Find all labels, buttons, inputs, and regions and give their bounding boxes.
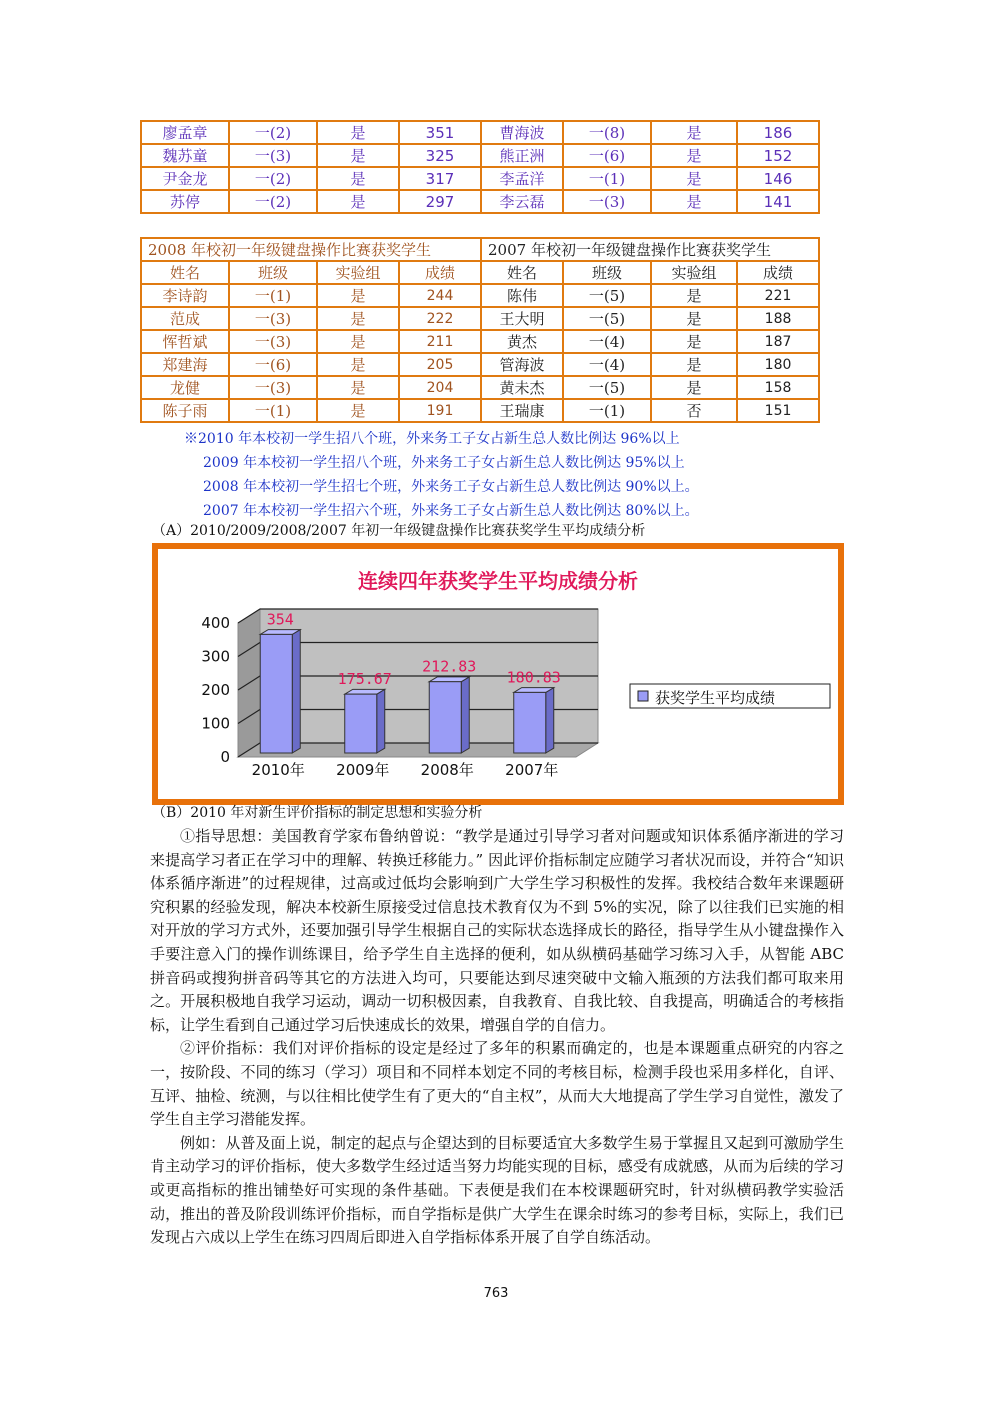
- table-row: [141, 190, 819, 213]
- table-cell: 是: [651, 353, 737, 376]
- y-tick-label: 300: [201, 647, 230, 666]
- table-cell: 黄杰: [481, 330, 563, 353]
- column-header: 成绩: [399, 261, 481, 284]
- bar-top: [260, 630, 300, 635]
- column-header: 实验组: [651, 261, 737, 284]
- x-tick-label: 2008年: [420, 761, 474, 779]
- column-header: 班级: [563, 261, 651, 284]
- legend-swatch: [638, 691, 648, 701]
- table-cell: 一(1): [563, 167, 651, 190]
- bar-top: [514, 688, 554, 693]
- bar: [260, 634, 292, 753]
- table-cell: 王大明: [481, 307, 563, 330]
- y-tick-label: 400: [201, 614, 230, 632]
- bar-side: [461, 677, 469, 753]
- column-header: 姓名: [481, 261, 563, 284]
- y-tick-label: 0: [220, 748, 230, 766]
- column-header: 成绩: [737, 261, 819, 284]
- table-cell: 是: [651, 167, 737, 190]
- table-cell: 是: [651, 190, 737, 213]
- bar: [514, 692, 546, 753]
- data-label: 354: [266, 610, 294, 629]
- data-label: 180.83: [506, 668, 561, 687]
- paragraph-evaluation-index: ②评价指标：我们对评价指标的设定是经过了多年的积累而确定的，也是本课题重点研究的内容之一，按阶段、不同的练习（学习）项目和不同样本划定不同的考核目标，检测手段也采用多样化，自评、互评、抽检、统测，与以往相比使学生有了更大的“自主权”，从而大大地提高了学生学习自觉性，激发了学生自主学习潜能发挥。: [150, 1039, 844, 1129]
- table-cell: 一(4): [563, 353, 651, 376]
- note-2010: ※2010 年本校初一学生招八个班，外来务工子女占新生总人数比例达 96%以上: [184, 431, 680, 447]
- table-row: [141, 376, 819, 399]
- x-tick-label: 2010年: [251, 761, 305, 779]
- table-cell: 158: [737, 376, 819, 399]
- table-cell: 黄未杰: [481, 376, 563, 399]
- table-title-2008: 2008 年校初一年级键盘操作比赛获奖学生: [141, 238, 481, 261]
- award-table-2008-2007: [140, 237, 820, 423]
- table-cell: 188: [737, 307, 819, 330]
- table-cell: 一(3): [229, 376, 317, 399]
- table-cell: 一(3): [229, 330, 317, 353]
- table-cell: 一(5): [563, 307, 651, 330]
- table-cell: 152: [737, 144, 819, 167]
- table-cell: 146: [737, 167, 819, 190]
- x-tick-label: 2009年: [336, 761, 390, 779]
- table-cell: 一(3): [229, 307, 317, 330]
- y-tick-label: 200: [201, 681, 230, 699]
- x-tick-label: 2007年: [505, 761, 559, 779]
- table-cell: 一(2): [229, 190, 317, 213]
- table-cell: 是: [651, 144, 737, 167]
- table-cell: 141: [737, 190, 819, 213]
- table-cell: 是: [651, 330, 737, 353]
- table-cell: 一(3): [229, 144, 317, 167]
- table-cell: 尹金龙: [141, 167, 229, 190]
- legend-label: 获奖学生平均成绩: [655, 689, 776, 707]
- bar-top: [429, 677, 469, 682]
- table-cell: 351: [399, 121, 481, 144]
- table-cell: 一(2): [229, 167, 317, 190]
- bar-chart: [158, 549, 838, 799]
- table-cell: 一(1): [563, 399, 651, 422]
- table-cell: 李云磊: [481, 190, 563, 213]
- table-cell: 是: [317, 121, 399, 144]
- table-cell: 317: [399, 167, 481, 190]
- table-cell: 魏苏童: [141, 144, 229, 167]
- table-title-2007: 2007 年校初一年级键盘操作比赛获奖学生: [481, 238, 819, 261]
- table-cell: 是: [317, 353, 399, 376]
- table-cell: 一(5): [563, 284, 651, 307]
- table-cell: 曹海波: [481, 121, 563, 144]
- table-cell: 龙健: [141, 376, 229, 399]
- table-cell: 221: [737, 284, 819, 307]
- table-cell: 是: [651, 307, 737, 330]
- table-cell: 李孟洋: [481, 167, 563, 190]
- table-cell: 一(4): [563, 330, 651, 353]
- caption-b: （B）2010 年对新生评价指标的制定思想和实验分析: [152, 805, 483, 821]
- table-cell: 范成: [141, 307, 229, 330]
- bar: [429, 682, 461, 753]
- table-cell: 一(3): [563, 190, 651, 213]
- table-row: [141, 167, 819, 190]
- paragraph-example: 例如：从普及面上说，制定的起点与企望达到的目标要适宜大多数学生易于掌握且又起到可激励学生肯主动学习的评价指标，使大多数学生经过适当努力均能实现的目标，感受有成就感，从而为后续的学习或更高指标的推出铺垫好可实现的条件基础。下表便是我们在本校课题研究时，针对纵横码教学实验活动，推出的普及阶段训练评价指标，而自学指标是供广大学生在课余时练习的参考目标，实际上，我们已发现占六成以上学生在练习四周后即进入自学指标体系开展了自学自练活动。: [150, 1133, 844, 1247]
- table-cell: 204: [399, 376, 481, 399]
- table-cell: 一(6): [563, 144, 651, 167]
- table-cell: 一(1): [229, 284, 317, 307]
- table-cell: 廖孟章: [141, 121, 229, 144]
- table-cell: 是: [317, 144, 399, 167]
- table-cell: 陈子雨: [141, 399, 229, 422]
- table-cell: 熊正洲: [481, 144, 563, 167]
- caption-a: （A）2010/2009/2008/2007 年初一年级键盘操作比赛获奖学生平均成绩分析: [152, 523, 646, 539]
- table-cell: 恽哲斌: [141, 330, 229, 353]
- data-label: 212.83: [422, 657, 477, 676]
- note-2007: 2007 年本校初一学生招六个班，外来务工子女占新生总人数比例达 80%以上。: [203, 503, 699, 519]
- bar-side: [377, 689, 385, 753]
- table-cell: 是: [317, 399, 399, 422]
- table-cell: 一(8): [563, 121, 651, 144]
- table-cell: 151: [737, 399, 819, 422]
- table-cell: 244: [399, 284, 481, 307]
- page-number: 763: [483, 1286, 509, 1301]
- table-row: [141, 307, 819, 330]
- column-header: 实验组: [317, 261, 399, 284]
- table-cell: 是: [651, 121, 737, 144]
- table-row: [141, 330, 819, 353]
- column-header: 姓名: [141, 261, 229, 284]
- table-cell: 一(2): [229, 121, 317, 144]
- table-cell: 郑建海: [141, 353, 229, 376]
- table-cell: 205: [399, 353, 481, 376]
- table-cell: 是: [317, 376, 399, 399]
- table-cell: 222: [399, 307, 481, 330]
- body-text: [150, 825, 844, 1250]
- y-tick-label: 100: [201, 714, 230, 733]
- award-table-top: [140, 120, 820, 214]
- table-cell: 是: [317, 167, 399, 190]
- column-header: 班级: [229, 261, 317, 284]
- bar-side: [546, 688, 554, 753]
- table-row: [141, 284, 819, 307]
- table-cell: 186: [737, 121, 819, 144]
- note-2008: 2008 年本校初一学生招七个班，外来务工子女占新生总人数比例达 90%以上。: [203, 479, 699, 495]
- table-cell: 是: [317, 284, 399, 307]
- data-label: 175.67: [337, 670, 392, 689]
- table-cell: 陈伟: [481, 284, 563, 307]
- table-cell: 苏停: [141, 190, 229, 213]
- table-cell: 是: [651, 284, 737, 307]
- table-cell: 是: [317, 190, 399, 213]
- note-2009: 2009 年本校初一学生招八个班，外来务工子女占新生总人数比例达 95%以上: [203, 455, 685, 471]
- bar-top: [345, 689, 385, 694]
- table-cell: 是: [317, 330, 399, 353]
- table-cell: 是: [651, 376, 737, 399]
- table-cell: 325: [399, 144, 481, 167]
- table-cell: 一(6): [229, 353, 317, 376]
- chart-frame: [152, 543, 844, 805]
- table-cell: 191: [399, 399, 481, 422]
- bar: [345, 694, 377, 753]
- table-cell: 李诗韵: [141, 284, 229, 307]
- table-cell: 是: [317, 307, 399, 330]
- table-cell: 211: [399, 330, 481, 353]
- table-cell: 180: [737, 353, 819, 376]
- table-cell: 否: [651, 399, 737, 422]
- paragraph-guiding-thought: ①指导思想：美国教育学家布鲁纳曾说：“教学是通过引导学习者对问题或知识体系循序渐进的学习来提高学习者正在学习中的理解、转换迁移能力。” 因此评价指标制定应随学习者状况而设，并符合“知识体系循序渐进”的过程规律，过高或过低均会影响到广大学生学习积极性的发挥。我校结合数年来课题研究积累的经验发现，解决本校新生原接受过信息技术教育仅为不到 5%的实况，除了以往我们已实施的相对开放的学习方式外，还要加强引导学生根据自己的实际状态选择成长的路径，指导学生从小键盘操作入手要注意入门的操作训练课目，给予学生自主选择的便利，如从纵横码基础学习练习入手，从智能 ABC 拼音码或搜狗拼音码等其它的方法进入均可，只要能达到尽速突破中文输入瓶颈的方法我们都可取来用之。开展积极地自我学习运动，调动一切积极因素，自我教育、自我比较、自我提高，明确适合的考核指标，让学生看到自己通过学习后快速成长的效果，增强自学的自信力。: [150, 827, 844, 1034]
- table-row: [141, 399, 819, 422]
- table-cell: 297: [399, 190, 481, 213]
- table-row: [141, 353, 819, 376]
- table-row: [141, 121, 819, 144]
- bar-side: [292, 630, 300, 753]
- table-cell: 王瑞康: [481, 399, 563, 422]
- table-row: [141, 144, 819, 167]
- table-header-row: [141, 261, 819, 284]
- chart-title: 连续四年获奖学生平均成绩分析: [358, 569, 638, 593]
- table-cell: 管海波: [481, 353, 563, 376]
- table-cell: 一(5): [563, 376, 651, 399]
- table-cell: 187: [737, 330, 819, 353]
- table-cell: 一(1): [229, 399, 317, 422]
